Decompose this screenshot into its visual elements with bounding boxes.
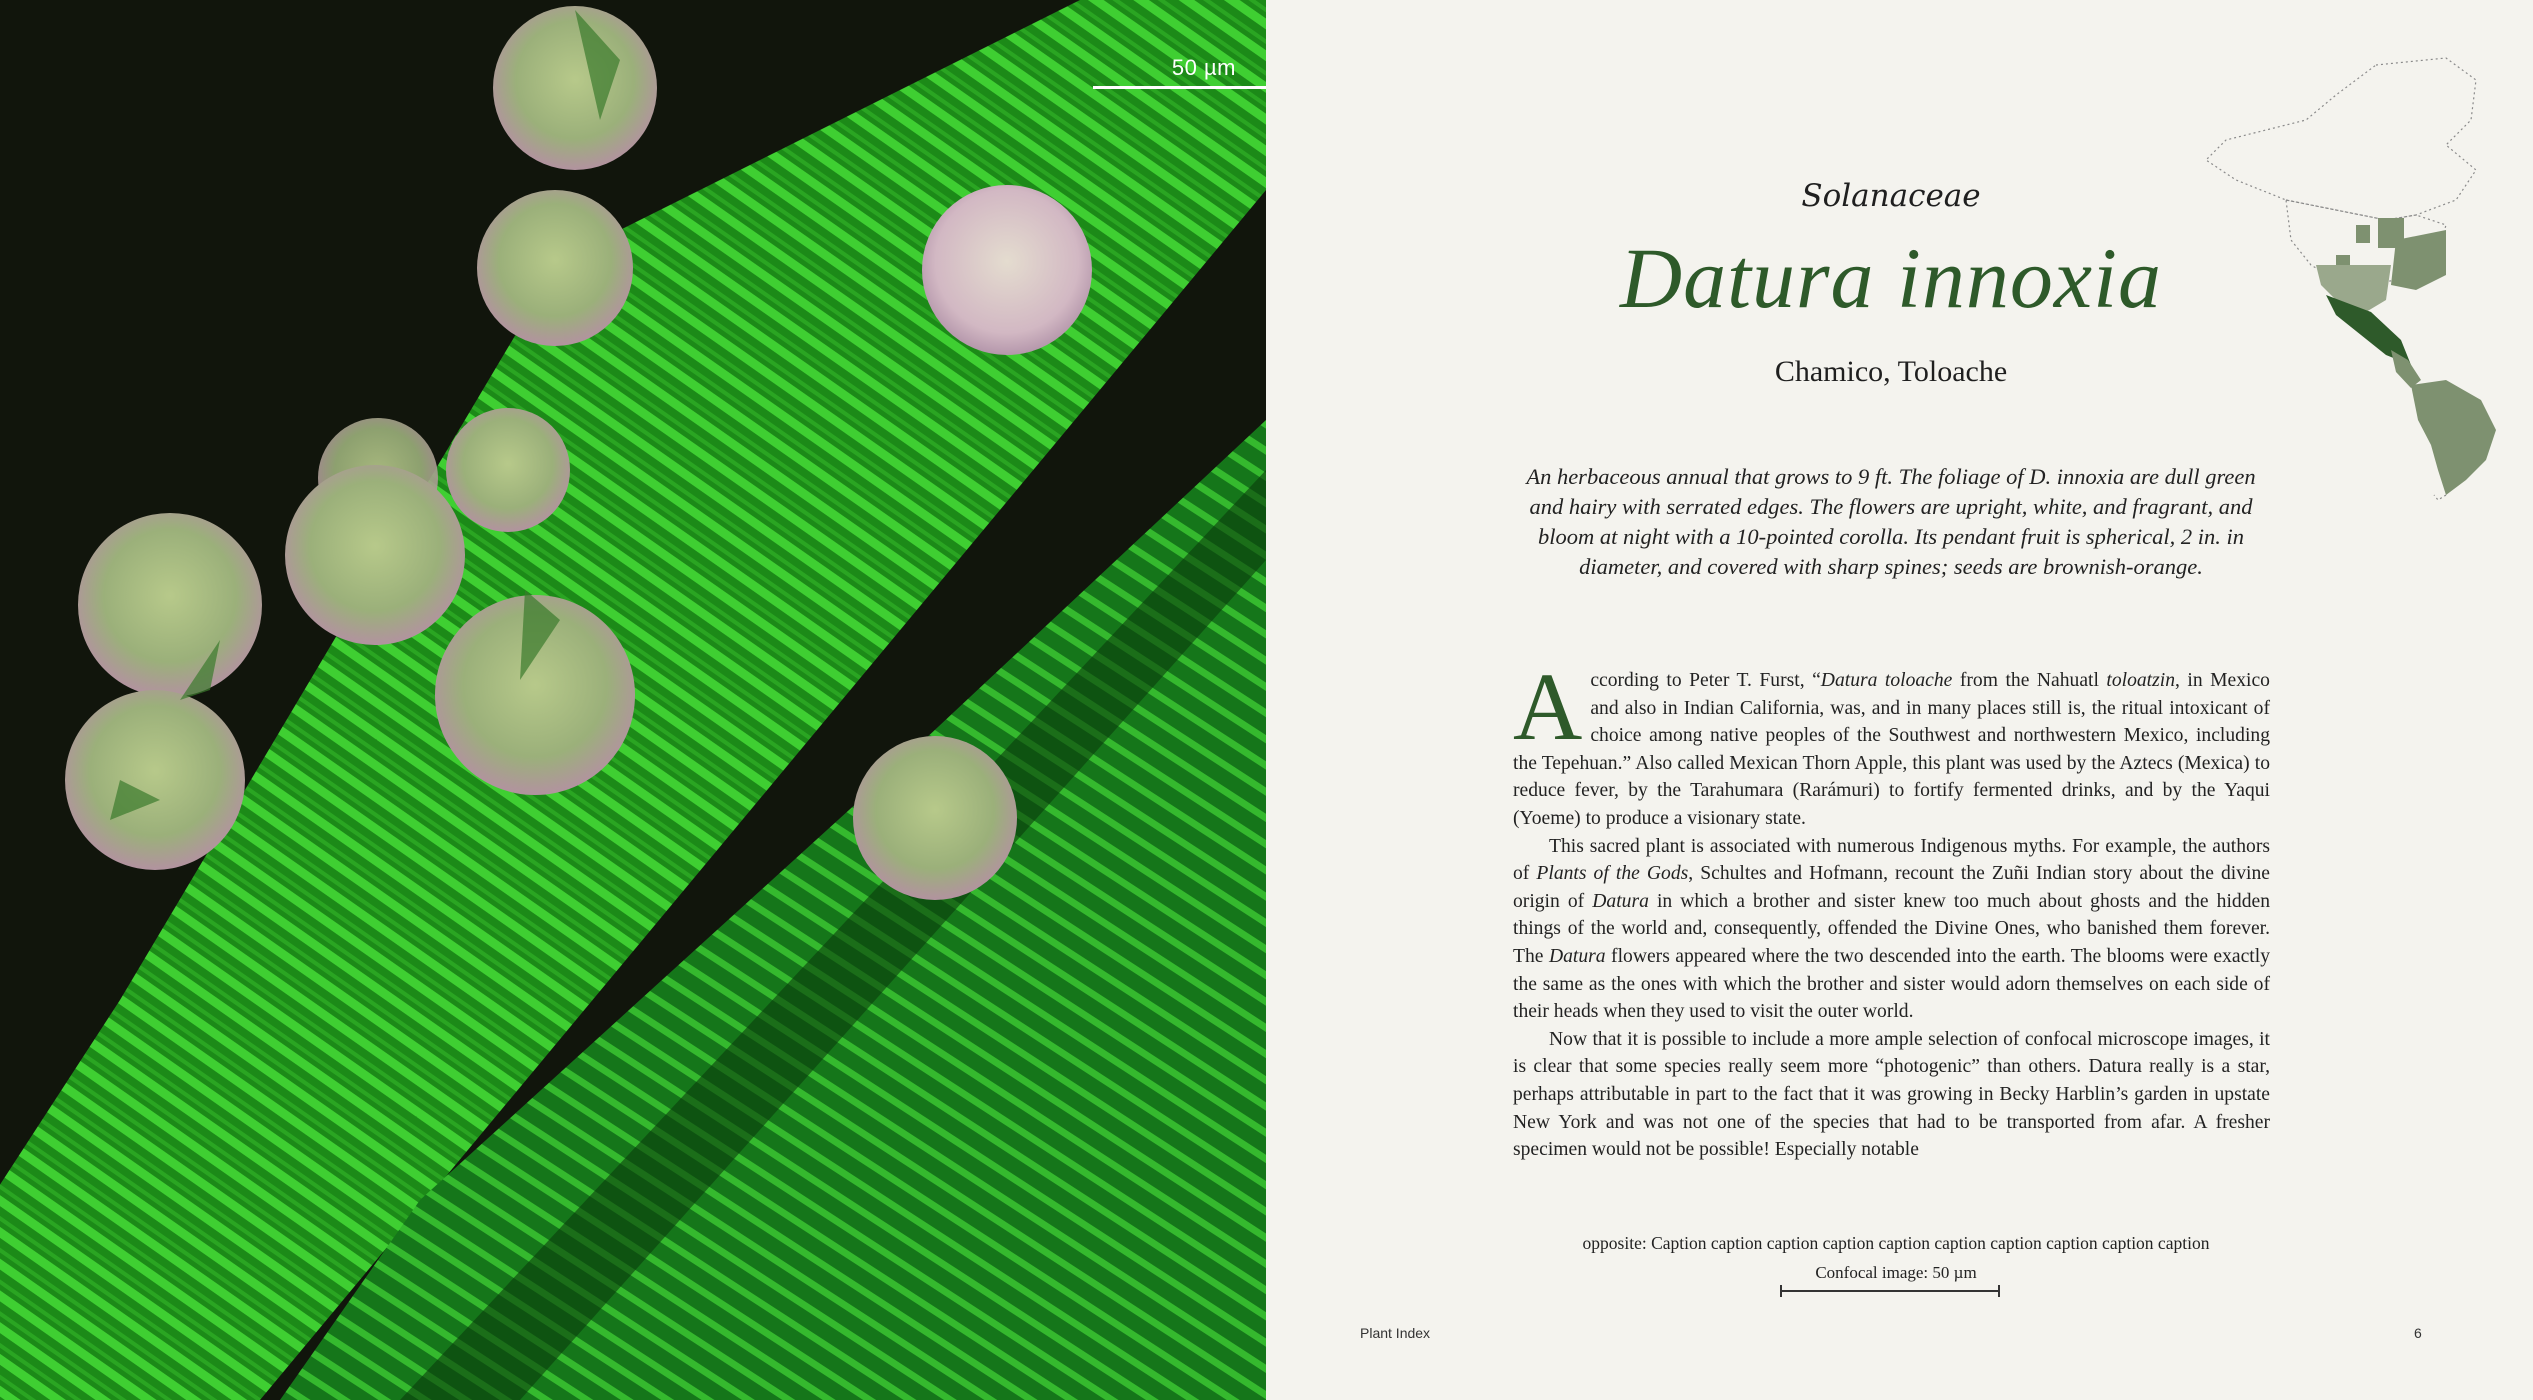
image-caption: opposite: Caption caption caption caption caption caption caption caption caption caption: [1582, 1233, 2210, 1253]
page-number: 6: [2414, 1325, 2422, 1341]
confocal-image: [0, 0, 1266, 1400]
text-page: [1266, 0, 2533, 1400]
scale-label: 50 µm: [1171, 55, 1236, 80]
body-text: [1513, 653, 2271, 1164]
scale-bar: [1093, 86, 1266, 89]
drop-cap: A: [1513, 653, 1583, 760]
paragraph-1: According to Peter T. Furst, “Datura toloache from the Nahuatl toloatzin, in Mexico and also in Indian California, was, and in many places still is, the ritual intoxicant of choice among native peoples of the Southwest and northwestern Mexico, including the Tepehuan.” Also called Mexican Thorn Apple, this plant was used by the Aztecs (Mexica) to reduce fever, by the Tarahumara (Rarámuri) to fortify fermented drinks, and by the Yaqui (Yoeme) to produce a visionary state.: [1513, 653, 2270, 829]
micrograph-illustration: [0, 0, 1266, 1400]
caption-scale: Confocal image: 50 µm: [1815, 1263, 1977, 1282]
paragraph-2: This sacred plant is associated with numerous Indigenous myths. For example, the authors of Plants of the Gods, Schultes and Hofmann, recount the Zuñi Indian story about the divine origin of Datura in which a brother and sister knew too much about ghosts and the hidden things of the world and, consequently, offended the Divine Ones, who banished them forever. The Datura flowers appeared where the two descended into the earth. The blooms were exactly the same as the ones with which the brother and sister would adorn themselves on each side of their heads when they used to visit the outer world.: [1513, 835, 2271, 1023]
intro-description: An herbaceous annual that grows to 9 ft. The foliage of D. innoxia are dull green and hairy with serrated edges. The flowers are upright, white, and fragrant, and bloom at night with a 10-pointed corolla. Its pendant fruit is spherical, 2 in. in diameter, and covered with sharp spines; seeds are brownish-orange.: [1526, 464, 2256, 579]
paragraph-3: Now that it is possible to include a more ample selection of confocal microscope images, it is clear that some species really seem more “photogenic” than others. Datura really is a star, perhaps attributable in part to the fact that it was growing in Becky Harblin’s garden in upstate New York and was not one of the species that had to be transported from afar. A fresher specimen would not be possible! Especially notable: [1513, 1028, 2270, 1161]
plant-family: Solanaceae: [1801, 178, 1981, 214]
caption-scale-bar: [1780, 1290, 2000, 1292]
species-title: Datura innoxia: [1620, 230, 2162, 326]
common-names: Chamico, Toloache: [1774, 355, 2008, 388]
footer-section: Plant Index: [1360, 1325, 1431, 1341]
